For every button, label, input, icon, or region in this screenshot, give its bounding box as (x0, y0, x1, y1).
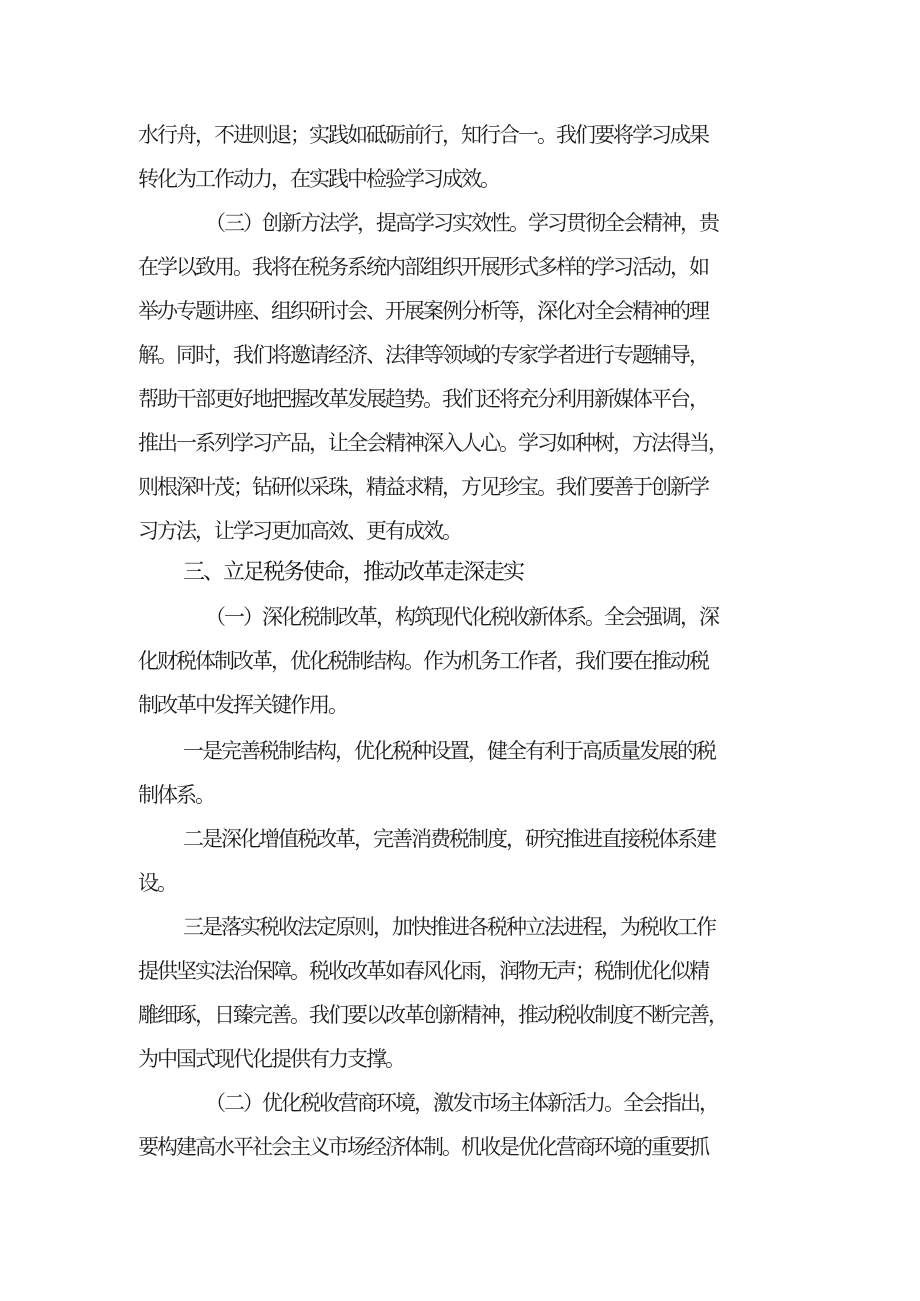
body-text-line: 在学以致用。我将在税务系统内部组织开展形式多样的学习活动，如 (138, 255, 708, 279)
body-text-line: （三）创新方法学，提高学习实效性。学习贯彻全会精神，贵 (205, 211, 718, 235)
body-text-line: 制改革中发挥关键作用。 (138, 693, 347, 717)
body-text-line: （一）深化税制改革，构筑现代化税收新体系。全会强调，深 (205, 605, 718, 629)
body-text-line: 解。同时，我们将邀请经济、法律等领域的专家学者进行专题辅导， (138, 343, 708, 367)
body-text-line: 一是完善税制结构，优化税种设置，健全有利于高质量发展的税 (183, 739, 715, 763)
body-text-line: 提供坚实法治保障。税收改革如春风化雨，润物无声；税制优化似精 (138, 959, 708, 983)
section-heading: 三、立足税务使命，推动改革走深走实 (183, 560, 524, 585)
body-text-line: 举办专题讲座、组织研讨会、开展案例分析等，深化对全会精神的理 (138, 299, 708, 323)
body-text-line: 推出一系列学习产品，让全会精神深入人心。学习如种树，方法得当， (138, 431, 727, 455)
body-text-line: 为中国式现代化提供有力支撑。 (138, 1047, 404, 1071)
body-text-line: 雕细琢，日臻完善。我们要以改革创新精神，推动税收制度不断完善， (138, 1003, 727, 1027)
body-text-line: 三是落实税收法定原则，加快推进各税种立法进程，为税收工作 (183, 915, 715, 939)
body-text-line: 要构建高水平社会主义市场经济体制。机收是优化营商环境的重要抓 (138, 1135, 708, 1159)
body-text-line: 习方法，让学习更加高效、更有成效。 (138, 519, 461, 543)
body-text-line: （二）优化税收营商环境，激发市场主体新活力。全会指出， (205, 1091, 718, 1115)
body-text-line: 制体系。 (138, 783, 214, 807)
body-text-line: 则根深叶茂；钻研似采珠，精益求精，方见珍宝。我们要善于创新学 (138, 475, 708, 499)
body-text-line: 二是深化增值税改革，完善消费税制度，研究推进直接税体系建 (183, 827, 715, 851)
body-text-line: 化财税体制改革，优化税制结构。作为机务工作者，我们要在推动税 (138, 649, 708, 673)
body-text-line: 转化为工作动力，在实践中检验学习成效。 (138, 167, 499, 191)
body-text-line: 水行舟，不进则退；实践如砥砺前行，知行合一。我们要将学习成果 (138, 123, 708, 147)
body-text-line: 设。 (138, 871, 176, 895)
body-text-line: 帮助干部更好地把握改革发展趋势。我们还将充分利用新媒体平台， (138, 387, 708, 411)
